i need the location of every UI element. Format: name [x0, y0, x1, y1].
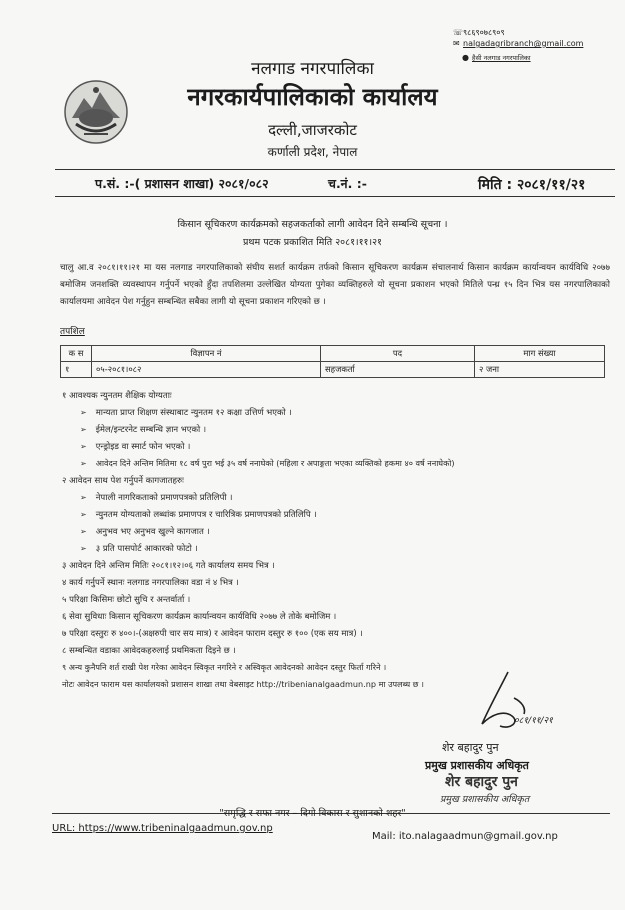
- issue-date: मिति : २०८१/११/२१: [478, 177, 586, 193]
- phone-number: ९८६९०७८९०९: [463, 28, 505, 37]
- details-table: [60, 345, 605, 378]
- email-link[interactable]: Mail: ito.nalagaadmun@gmail.gov.np: [372, 831, 558, 842]
- header-divider-bottom: [55, 196, 615, 197]
- table-header-row: [61, 346, 605, 362]
- email-line: [453, 39, 583, 48]
- signatory-name: शेर बहादुर पुन: [442, 741, 499, 754]
- arrow-bullet-icon: ➢: [80, 442, 87, 451]
- numbered-item: ४ कार्य गर्नुपर्ने स्थानः नलगाड नगरपालिका वडा नं ४ भित्र ।: [62, 578, 239, 588]
- qualification-heading: १ आवश्यक न्युनतम शैक्षिक योग्यताः: [62, 391, 172, 401]
- list-item: ➢ न्युनतम योग्यताको लब्धांक प्रमाणपत्र र चारित्रिक प्रमाणपत्रको प्रतिलिपि ।: [80, 510, 317, 520]
- phone-line: [453, 27, 505, 38]
- numbered-item: ५ परिक्षा किसिमः छोटो सुचि र अन्तर्वार्ता ।: [62, 595, 191, 605]
- col-serial: क स: [61, 346, 92, 362]
- office-address: दल्ली,जाजरकोट: [268, 121, 357, 139]
- list-item: ➢ मान्यता प्राप्त शिक्षण संस्थाबाट न्युनतम १२ कक्षा उत्तिर्ण भएको ।: [80, 408, 292, 418]
- stamp-title: प्रमुख प्रशासकीय अधिकृत: [440, 794, 530, 805]
- list-item: ➢ आवेदन दिने अन्तिम मितिमा १८ वर्ष पुरा भई ३५ वर्ष ननाघेको (महिला र अपाङ्गता भएका व्यक्तिको हकमा ४० वर्ष ननाघेको): [80, 458, 455, 468]
- website-link[interactable]: URL: https://www.tribeninalgaadmun.gov.np: [52, 823, 273, 834]
- office-name: नगरकार्यपालिकाको कार्यालय: [187, 83, 438, 111]
- dispatch-number: च.नं. :-: [328, 176, 367, 191]
- handwritten-signature: [470, 668, 550, 738]
- arrow-bullet-icon: ➢: [80, 408, 87, 417]
- col-ad-number: विज्ञापन नं: [92, 346, 321, 362]
- phone-icon: ☏: [453, 28, 464, 37]
- details-label: तपशिल: [60, 327, 85, 337]
- numbered-item: ६ सेवा सुविधाः किसान सूचिकरण कार्यक्रम कार्यान्वयन कार्यविधि २०७७ ले तोके बमोजिम ।: [62, 612, 337, 622]
- municipality-name: नलगाड नगरपालिका: [251, 59, 374, 79]
- stamp-name: शेर बहादुर पुन: [445, 774, 518, 790]
- cell-serial: १: [61, 362, 92, 378]
- col-demand: माग संख्या: [475, 346, 605, 362]
- table-row: [61, 362, 605, 378]
- arrow-bullet-icon: ➢: [80, 510, 87, 519]
- email-address[interactable]: nalgadagribranch@gmail.com: [463, 39, 584, 48]
- arrow-bullet-icon: ➢: [80, 459, 87, 468]
- facebook-icon: ●: [462, 53, 469, 62]
- arrow-bullet-icon: ➢: [80, 425, 87, 434]
- arrow-bullet-icon: ➢: [80, 527, 87, 536]
- notice-body: चालु आ.व २०८१।११।२१ मा यस नलगाड नगरपालिकाको संघीय सशर्त कार्यक्रम तर्फको किसान सूचिकरण कार्यक्रम संचालनार्थ किसान कार्यक्रम कार्यान्वयन कार्यविधि २०७७ बमोजिम जनशक्ति व्यवस्थापन गर्नुपर्ने भएको हुँदा तपशिलमा उल्लेखित योग्यता पुगेका व्यक्तिहरुले यो सूचना प्रकाशन भएको मितिले पन्ध्र १५ दिन भित्र यस नगरपालिकाको कार्यालयमा आवेदन पेश गर्नुहुन सम्बन्धित सबैका लागी यो सूचना प्रकाशन गरिएको छ ।: [60, 263, 610, 307]
- arrow-bullet-icon: ➢: [80, 544, 87, 553]
- signatory-title: प्रमुख प्रशासकीय अधिकृत: [425, 759, 529, 772]
- province-name: कर्णाली प्रदेश, नेपाल: [267, 145, 358, 159]
- notice-title: किसान सूचिकरण कार्यक्रमको सहजकर्ताको लागी आवेदन दिने सम्बन्धि सूचना ।: [177, 219, 448, 230]
- note-line: नोटः आवेदन फाराम यस कार्यालयको प्रशासन शाखा तथा वेबसाइट http://tribenianalgaadmun.np मा उपलब्ध छ ।: [62, 679, 425, 689]
- col-position: पद: [321, 346, 475, 362]
- facebook-handle: हैसी नलगाड नगरपालिका: [472, 54, 531, 62]
- publication-date: प्रथम पटक प्रकाशित मिति २०८१।११।२१: [243, 237, 382, 248]
- cell-demand: २ जना: [475, 362, 605, 378]
- signature-date: ०८१/११/२१: [514, 716, 553, 726]
- documents-heading: २ आवेदन साथ पेश गर्नुपर्ने कागजातहरुः: [62, 476, 184, 486]
- list-item: ➢ अनुभव भए अनुभव खुल्ने कागजात ।: [80, 527, 210, 537]
- mail-icon: ✉: [453, 39, 460, 48]
- header-divider: [55, 169, 615, 170]
- numbered-item: ८ सम्बन्धित वडाका आवेदकहरुलाई प्रथमिकता दिइने छ ।: [62, 646, 236, 656]
- numbered-item: ३ आवेदन दिने अन्तिम मितिः २०८१।१२।०६ गते कार्यालय समय भित्र ।: [62, 561, 275, 571]
- cell-ad-number: ०५-२०८१।०८२: [92, 362, 321, 378]
- list-item: ➢ एन्ड्रोइड वा स्मार्ट फोन भएको ।: [80, 442, 191, 452]
- footer-slogan: "समृद्धि र सफा नगर – दिगो विकास र सुशानको शहर": [219, 808, 406, 819]
- arrow-bullet-icon: ➢: [80, 493, 87, 502]
- numbered-item: ९ अन्य कुनैपनि शर्त राखी पेश गरेका आवेदन स्विकृत नगरिने र अस्विकृत आवेदनको आवेदन दस्तुर फिर्ता गरिने ।: [62, 662, 387, 672]
- list-item: ➢ ईमेल/इन्टरनेट सम्बन्धि ज्ञान भएको ।: [80, 425, 207, 435]
- cell-position: सहजकर्ता: [321, 362, 475, 378]
- list-item: ➢ ३ प्रति पासपोर्ट आकारको फोटो ।: [80, 544, 198, 554]
- list-item: ➢ नेपाली नागरिकताको प्रमाणपत्रको प्रतिलिपी ।: [80, 493, 233, 503]
- numbered-item: ७ परिक्षा दस्तुरः रु ४००।-(अक्षरुपी चार सय मात्र) र आवेदन फाराम दस्तुर रु १०० (एक सय मात्र) ।: [62, 629, 363, 639]
- reference-number: प.सं. :-( प्रशासन शाखा) २०८१/०८२: [95, 176, 269, 191]
